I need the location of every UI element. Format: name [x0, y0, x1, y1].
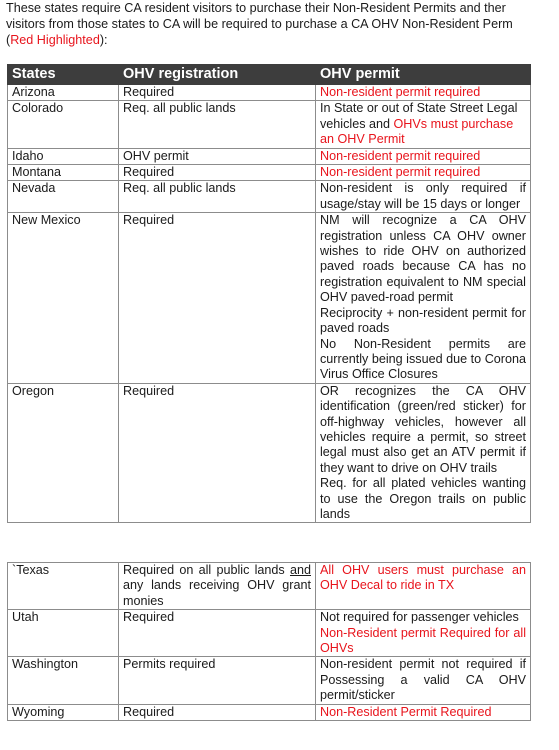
- permit-cell: Non-resident permit not required if Possessing a valid CA OHV permit/sticker: [316, 657, 531, 704]
- registration-cell: Required: [119, 610, 316, 657]
- table-row: [8, 165, 531, 181]
- permit-cell: Non-resident permit required: [316, 85, 531, 101]
- state-cell: Arizona: [8, 85, 119, 101]
- permit-cell: Non-Resident Permit Required: [316, 704, 531, 720]
- state-cell: New Mexico: [8, 213, 119, 383]
- permit-cell: OR recognizes the CA OHV identification (green/red sticker) for off-highway vehicles, however all vehicles require a permit, so street legal must also get an ATV permit if they want to drive on OHV trails Req. for all plated vehicles wanting to use the Oregon trails on public lands: [316, 383, 531, 523]
- table-row: [8, 85, 531, 101]
- permit-cell: Not required for passenger vehicles Non-Resident permit Required for all OHVs: [316, 610, 531, 657]
- state-cell: Colorado: [8, 101, 119, 148]
- registration-cell: OHV permit: [119, 148, 316, 164]
- registration-cell: Required: [119, 704, 316, 720]
- states-table-part1: [7, 64, 531, 523]
- table-row: [8, 213, 531, 383]
- permit-cell: NM will recognize a CA OHV registration unless CA OHV owner wishes to ride OHV on authorized paved roads because CA has no registration equivalent to NM special OHV paved-road permit Reciprocity + non-resident permit for paved roads No Non-Resident permits are currently being issued due to Corona Virus Office Closures: [316, 213, 531, 383]
- header-ohv-permit: OHV permit: [316, 65, 531, 85]
- state-cell: Idaho: [8, 148, 119, 164]
- state-cell: Nevada: [8, 181, 119, 213]
- table-row: [8, 704, 531, 720]
- intro-line-3: (Red Highlighted):: [6, 33, 108, 47]
- table-row: [8, 383, 531, 523]
- registration-cell: Permits required: [119, 657, 316, 704]
- registration-cell: Required: [119, 165, 316, 181]
- state-cell: Oregon: [8, 383, 119, 523]
- table-row: [8, 610, 531, 657]
- registration-cell: Required on all public lands and any lands receiving OHV grant monies: [119, 563, 316, 610]
- table-row: [8, 563, 531, 610]
- table-header-row: [8, 65, 531, 85]
- red-highlight-note: Red Highlighted: [10, 33, 100, 47]
- header-ohv-registration: OHV registration: [119, 65, 316, 85]
- registration-cell: Req. all public lands: [119, 101, 316, 148]
- table-row: [8, 181, 531, 213]
- table-row: [8, 101, 531, 148]
- registration-cell: Req. all public lands: [119, 181, 316, 213]
- intro-paragraph: [6, 0, 559, 48]
- states-table-part2: [7, 562, 531, 721]
- state-cell: `Texas: [8, 563, 119, 610]
- permit-cell: In State or out of State Street Legal vehicles and OHVs must purchase an OHV Permit: [316, 101, 531, 148]
- permit-cell: Non-resident permit required: [316, 148, 531, 164]
- state-cell: Utah: [8, 610, 119, 657]
- table-row: [8, 657, 531, 704]
- state-cell: Montana: [8, 165, 119, 181]
- registration-cell: Required: [119, 383, 316, 523]
- registration-cell: Required: [119, 213, 316, 383]
- state-cell: Washington: [8, 657, 119, 704]
- header-states: States: [8, 65, 119, 85]
- permit-cell: All OHV users must purchase an OHV Decal to ride in TX: [316, 563, 531, 610]
- state-cell: Wyoming: [8, 704, 119, 720]
- intro-line-2: visitors from those states to CA will be required to purchase a CA OHV Non-Resident Perm: [6, 17, 513, 31]
- permit-cell: Non-resident permit required: [316, 165, 531, 181]
- registration-cell: Required: [119, 85, 316, 101]
- permit-cell: Non-resident is only required if usage/stay will be 15 days or longer: [316, 181, 531, 213]
- intro-line-1: These states require CA resident visitors to purchase their Non-Resident Permits and ther: [6, 1, 506, 15]
- table-row: [8, 148, 531, 164]
